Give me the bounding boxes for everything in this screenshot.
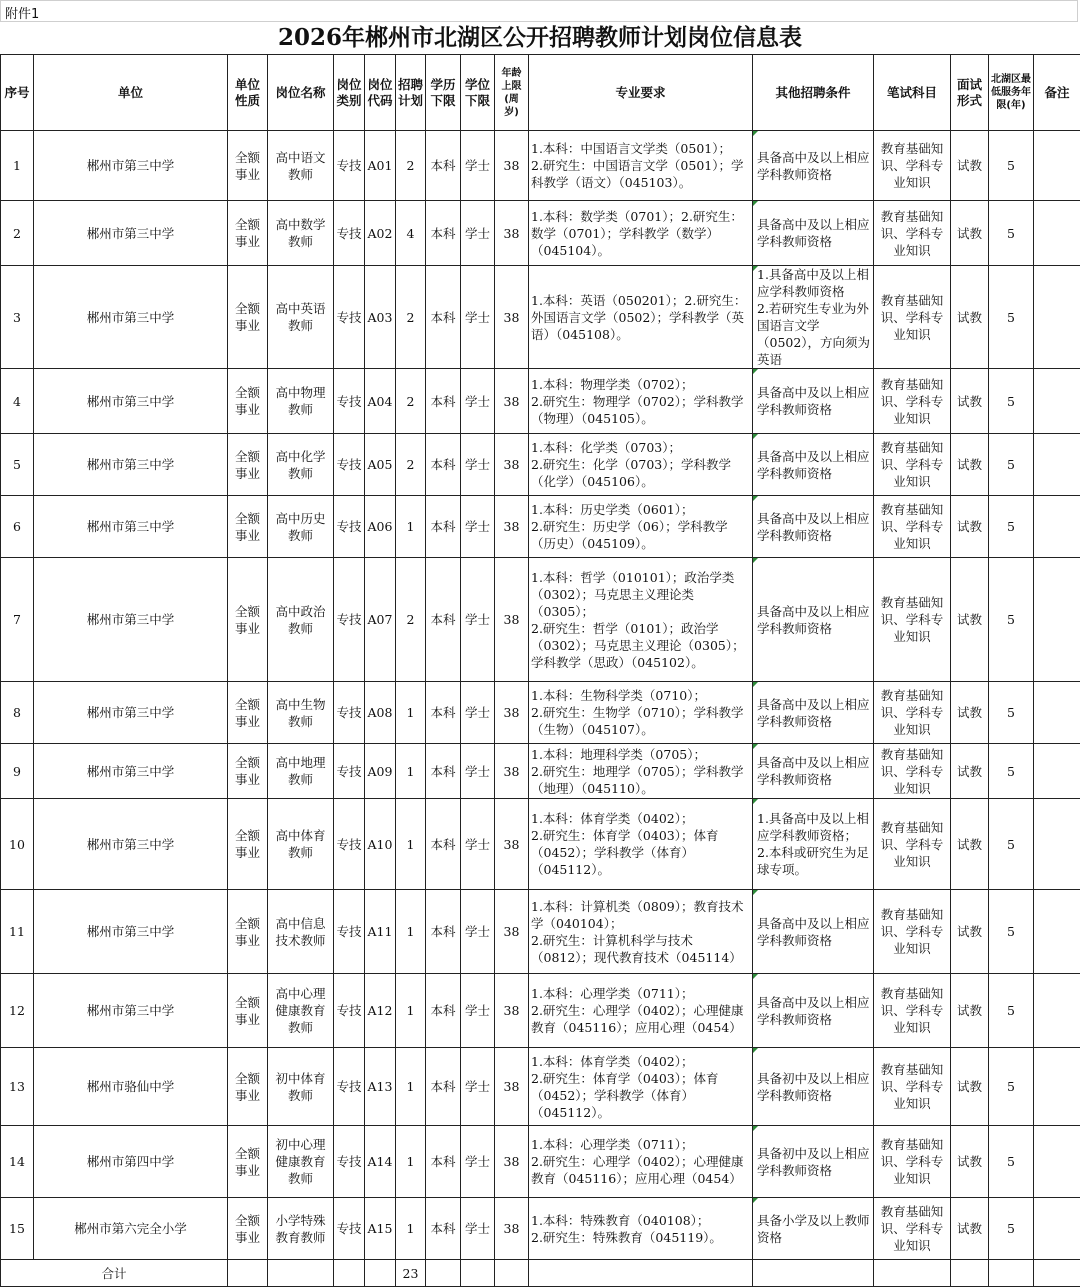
cell-age: 38 bbox=[495, 266, 529, 369]
cell-edu: 本科 bbox=[426, 682, 461, 744]
cell-seq: 4 bbox=[1, 369, 34, 434]
cell-exam: 教育基础知识、学科专业知识 bbox=[874, 799, 951, 890]
cell-edu: 本科 bbox=[426, 496, 461, 558]
total-empty bbox=[874, 1260, 951, 1287]
col-age: 年龄上限(周岁) bbox=[495, 55, 529, 131]
cell-interview: 试教 bbox=[951, 201, 989, 266]
cell-unit: 郴州市第三中学 bbox=[34, 558, 228, 682]
cell-degree: 学士 bbox=[461, 131, 495, 201]
col-service: 北湖区最低服务年限(年) bbox=[989, 55, 1034, 131]
cell-plan: 1 bbox=[396, 1198, 426, 1260]
cell-unit: 郴州市第三中学 bbox=[34, 266, 228, 369]
cell-plan: 1 bbox=[396, 890, 426, 974]
cell-edu: 本科 bbox=[426, 369, 461, 434]
col-post-code: 岗位代码 bbox=[365, 55, 396, 131]
cell-unit-type: 全额事业 bbox=[228, 369, 268, 434]
cell-edu: 本科 bbox=[426, 1126, 461, 1198]
cell-seq: 15 bbox=[1, 1198, 34, 1260]
cell-unit: 郴州市第三中学 bbox=[34, 131, 228, 201]
cell-post-code: A01 bbox=[365, 131, 396, 201]
cell-degree: 学士 bbox=[461, 369, 495, 434]
total-empty bbox=[951, 1260, 989, 1287]
cell-seq: 6 bbox=[1, 496, 34, 558]
cell-age: 38 bbox=[495, 496, 529, 558]
cell-unit: 郴州市第三中学 bbox=[34, 974, 228, 1048]
cell-major: 1.本科：体育学类（0402）； 2.研究生：体育学（0403）；体育（0452）；学科教学（体育）（045112）。 bbox=[529, 799, 753, 890]
total-empty bbox=[989, 1260, 1034, 1287]
cell-major: 1.本科：数学类（0701）；2.研究生：数学（0701）；学科教学（数学）（045104）。 bbox=[529, 201, 753, 266]
cell-edu: 本科 bbox=[426, 201, 461, 266]
cell-unit-type: 全额事业 bbox=[228, 1126, 268, 1198]
cell-interview: 试教 bbox=[951, 744, 989, 799]
cell-major: 1.本科：生物科学类（0710）； 2.研究生：生物学（0710）；学科教学（生物）（045107）。 bbox=[529, 682, 753, 744]
cell-service: 5 bbox=[989, 799, 1034, 890]
cell-age: 38 bbox=[495, 131, 529, 201]
cell-unit: 郴州市第三中学 bbox=[34, 744, 228, 799]
cell-exam: 教育基础知识、学科专业知识 bbox=[874, 890, 951, 974]
table-row bbox=[1, 201, 1080, 266]
cell-post-name: 高中历史教师 bbox=[268, 496, 334, 558]
cell-post-code: A09 bbox=[365, 744, 396, 799]
cell-seq: 1 bbox=[1, 131, 34, 201]
cell-exam: 教育基础知识、学科专业知识 bbox=[874, 201, 951, 266]
total-empty bbox=[495, 1260, 529, 1287]
cell-unit-type: 全额事业 bbox=[228, 974, 268, 1048]
cell-other: 1.具备高中及以上相应学科教师资格； 2.本科或研究生为足球专项。 bbox=[753, 799, 874, 890]
cell-remark bbox=[1034, 744, 1080, 799]
cell-seq: 7 bbox=[1, 558, 34, 682]
cell-service: 5 bbox=[989, 744, 1034, 799]
cell-plan: 1 bbox=[396, 1048, 426, 1126]
cell-post-category: 专技 bbox=[334, 434, 365, 496]
cell-remark bbox=[1034, 558, 1080, 682]
cell-post-category: 专技 bbox=[334, 131, 365, 201]
cell-service: 5 bbox=[989, 266, 1034, 369]
col-remark: 备注 bbox=[1034, 55, 1080, 131]
cell-post-code: A15 bbox=[365, 1198, 396, 1260]
cell-post-category: 专技 bbox=[334, 974, 365, 1048]
cell-other: 1.具备高中及以上相应学科教师资格 2.若研究生专业为外国语言文学（0502），方向须为英语 bbox=[753, 266, 874, 369]
cell-remark bbox=[1034, 369, 1080, 434]
cell-post-name: 高中化学教师 bbox=[268, 434, 334, 496]
cell-degree: 学士 bbox=[461, 496, 495, 558]
cell-degree: 学士 bbox=[461, 558, 495, 682]
cell-post-name: 高中体育教师 bbox=[268, 799, 334, 890]
cell-exam: 教育基础知识、学科专业知识 bbox=[874, 974, 951, 1048]
cell-unit: 郴州市第三中学 bbox=[34, 496, 228, 558]
cell-remark bbox=[1034, 1048, 1080, 1126]
cell-plan: 1 bbox=[396, 1126, 426, 1198]
cell-exam: 教育基础知识、学科专业知识 bbox=[874, 1048, 951, 1126]
cell-major: 1.本科：计算机类（0809）；教育技术学（040104）； 2.研究生：计算机科学与技术（0812）；现代教育技术（045114） bbox=[529, 890, 753, 974]
cell-post-category: 专技 bbox=[334, 682, 365, 744]
cell-age: 38 bbox=[495, 890, 529, 974]
cell-other: 具备小学及以上教师资格 bbox=[753, 1198, 874, 1260]
cell-age: 38 bbox=[495, 201, 529, 266]
cell-post-category: 专技 bbox=[334, 799, 365, 890]
cell-interview: 试教 bbox=[951, 131, 989, 201]
cell-service: 5 bbox=[989, 974, 1034, 1048]
cell-post-category: 专技 bbox=[334, 890, 365, 974]
cell-age: 38 bbox=[495, 369, 529, 434]
cell-major: 1.本科：物理学类（0702）； 2.研究生：物理学（0702）；学科教学（物理）（045105）。 bbox=[529, 369, 753, 434]
table-row bbox=[1, 974, 1080, 1048]
cell-post-category: 专技 bbox=[334, 558, 365, 682]
cell-degree: 学士 bbox=[461, 1198, 495, 1260]
cell-remark bbox=[1034, 266, 1080, 369]
cell-exam: 教育基础知识、学科专业知识 bbox=[874, 558, 951, 682]
cell-degree: 学士 bbox=[461, 201, 495, 266]
table-row bbox=[1, 1126, 1080, 1198]
col-major: 专业要求 bbox=[529, 55, 753, 131]
cell-major: 1.本科：英语（050201）；2.研究生：外国语言文学（0502）；学科教学（英语）（045108）。 bbox=[529, 266, 753, 369]
cell-other: 具备高中及以上相应学科教师资格 bbox=[753, 369, 874, 434]
cell-exam: 教育基础知识、学科专业知识 bbox=[874, 496, 951, 558]
cell-other: 具备高中及以上相应学科教师资格 bbox=[753, 890, 874, 974]
table-row bbox=[1, 744, 1080, 799]
cell-plan: 2 bbox=[396, 131, 426, 201]
cell-service: 5 bbox=[989, 1048, 1034, 1126]
cell-plan: 1 bbox=[396, 496, 426, 558]
cell-post-name: 高中数学教师 bbox=[268, 201, 334, 266]
cell-seq: 12 bbox=[1, 974, 34, 1048]
cell-plan: 2 bbox=[396, 434, 426, 496]
cell-interview: 试教 bbox=[951, 1126, 989, 1198]
cell-interview: 试教 bbox=[951, 799, 989, 890]
cell-plan: 1 bbox=[396, 974, 426, 1048]
cell-remark bbox=[1034, 890, 1080, 974]
table-row bbox=[1, 434, 1080, 496]
cell-plan: 4 bbox=[396, 201, 426, 266]
cell-plan: 2 bbox=[396, 266, 426, 369]
cell-interview: 试教 bbox=[951, 496, 989, 558]
total-empty bbox=[228, 1260, 268, 1287]
cell-major: 1.本科：历史学类（0601）； 2.研究生：历史学（06）；学科教学（历史）（045109）。 bbox=[529, 496, 753, 558]
cell-unit-type: 全额事业 bbox=[228, 799, 268, 890]
cell-post-name: 高中生物教师 bbox=[268, 682, 334, 744]
col-unit: 单位 bbox=[34, 55, 228, 131]
cell-age: 38 bbox=[495, 682, 529, 744]
cell-major: 1.本科：中国语言文学类（0501）； 2.研究生：中国语言文学（0501）；学科教学（语文）（045103）。 bbox=[529, 131, 753, 201]
cell-remark bbox=[1034, 1126, 1080, 1198]
cell-remark bbox=[1034, 434, 1080, 496]
total-empty bbox=[1034, 1260, 1080, 1287]
total-empty bbox=[529, 1260, 753, 1287]
col-seq: 序号 bbox=[1, 55, 34, 131]
cell-degree: 学士 bbox=[461, 682, 495, 744]
cell-remark bbox=[1034, 496, 1080, 558]
cell-post-code: A12 bbox=[365, 974, 396, 1048]
cell-post-code: A02 bbox=[365, 201, 396, 266]
cell-major: 1.本科：心理学类（0711）； 2.研究生：心理学（0402）；心理健康教育（045116）；应用心理（0454） bbox=[529, 1126, 753, 1198]
cell-unit-type: 全额事业 bbox=[228, 558, 268, 682]
cell-post-code: A10 bbox=[365, 799, 396, 890]
cell-post-code: A13 bbox=[365, 1048, 396, 1126]
total-empty bbox=[334, 1260, 365, 1287]
cell-remark bbox=[1034, 974, 1080, 1048]
cell-degree: 学士 bbox=[461, 1048, 495, 1126]
cell-remark bbox=[1034, 799, 1080, 890]
col-interview: 面试形式 bbox=[951, 55, 989, 131]
cell-unit-type: 全额事业 bbox=[228, 434, 268, 496]
cell-post-category: 专技 bbox=[334, 266, 365, 369]
cell-service: 5 bbox=[989, 131, 1034, 201]
cell-age: 38 bbox=[495, 974, 529, 1048]
cell-post-code: A11 bbox=[365, 890, 396, 974]
cell-plan: 2 bbox=[396, 558, 426, 682]
cell-other: 具备高中及以上相应学科教师资格 bbox=[753, 496, 874, 558]
cell-unit-type: 全额事业 bbox=[228, 496, 268, 558]
header-row bbox=[1, 55, 1080, 131]
cell-interview: 试教 bbox=[951, 1198, 989, 1260]
cell-service: 5 bbox=[989, 1126, 1034, 1198]
cell-other: 具备高中及以上相应学科教师资格 bbox=[753, 131, 874, 201]
col-degree: 学位下限 bbox=[461, 55, 495, 131]
cell-age: 38 bbox=[495, 1198, 529, 1260]
cell-plan: 1 bbox=[396, 799, 426, 890]
cell-other: 具备初中及以上相应学科教师资格 bbox=[753, 1048, 874, 1126]
cell-other: 具备高中及以上相应学科教师资格 bbox=[753, 201, 874, 266]
cell-seq: 10 bbox=[1, 799, 34, 890]
attachment-label: 附件1 bbox=[0, 0, 1078, 22]
cell-service: 5 bbox=[989, 1198, 1034, 1260]
cell-service: 5 bbox=[989, 682, 1034, 744]
cell-seq: 2 bbox=[1, 201, 34, 266]
total-empty bbox=[426, 1260, 461, 1287]
cell-post-name: 高中政治教师 bbox=[268, 558, 334, 682]
cell-other: 具备高中及以上相应学科教师资格 bbox=[753, 744, 874, 799]
cell-unit: 郴州市第三中学 bbox=[34, 890, 228, 974]
cell-unit: 郴州市第三中学 bbox=[34, 201, 228, 266]
cell-age: 38 bbox=[495, 799, 529, 890]
table-row bbox=[1, 682, 1080, 744]
cell-age: 38 bbox=[495, 1126, 529, 1198]
table-row bbox=[1, 131, 1080, 201]
cell-major: 1.本科：地理科学类（0705）； 2.研究生：地理学（0705）；学科教学（地理）（045110）。 bbox=[529, 744, 753, 799]
cell-seq: 5 bbox=[1, 434, 34, 496]
cell-service: 5 bbox=[989, 201, 1034, 266]
cell-post-code: A06 bbox=[365, 496, 396, 558]
cell-post-category: 专技 bbox=[334, 1048, 365, 1126]
cell-service: 5 bbox=[989, 558, 1034, 682]
table-row bbox=[1, 496, 1080, 558]
cell-remark bbox=[1034, 201, 1080, 266]
cell-post-category: 专技 bbox=[334, 369, 365, 434]
cell-post-name: 高中语文教师 bbox=[268, 131, 334, 201]
table-row bbox=[1, 1048, 1080, 1126]
cell-degree: 学士 bbox=[461, 266, 495, 369]
col-exam: 笔试科目 bbox=[874, 55, 951, 131]
cell-unit-type: 全额事业 bbox=[228, 1198, 268, 1260]
cell-degree: 学士 bbox=[461, 799, 495, 890]
cell-exam: 教育基础知识、学科专业知识 bbox=[874, 434, 951, 496]
cell-other: 具备高中及以上相应学科教师资格 bbox=[753, 682, 874, 744]
cell-post-name: 小学特殊教育教师 bbox=[268, 1198, 334, 1260]
cell-post-name: 高中心理健康教育教师 bbox=[268, 974, 334, 1048]
cell-major: 1.本科：化学类（0703）； 2.研究生：化学（0703）；学科教学（化学）（045106）。 bbox=[529, 434, 753, 496]
cell-unit: 郴州市第三中学 bbox=[34, 682, 228, 744]
cell-unit: 郴州市第三中学 bbox=[34, 369, 228, 434]
cell-edu: 本科 bbox=[426, 558, 461, 682]
cell-unit-type: 全额事业 bbox=[228, 890, 268, 974]
col-plan: 招聘计划 bbox=[396, 55, 426, 131]
page-title: 2026年郴州市北湖区公开招聘教师计划岗位信息表 bbox=[0, 22, 1080, 54]
cell-unit-type: 全额事业 bbox=[228, 266, 268, 369]
cell-plan: 1 bbox=[396, 682, 426, 744]
cell-post-code: A07 bbox=[365, 558, 396, 682]
cell-exam: 教育基础知识、学科专业知识 bbox=[874, 682, 951, 744]
table-row bbox=[1, 890, 1080, 974]
cell-service: 5 bbox=[989, 496, 1034, 558]
cell-degree: 学士 bbox=[461, 434, 495, 496]
cell-post-category: 专技 bbox=[334, 1126, 365, 1198]
cell-edu: 本科 bbox=[426, 131, 461, 201]
cell-edu: 本科 bbox=[426, 974, 461, 1048]
total-row bbox=[1, 1260, 1080, 1287]
cell-exam: 教育基础知识、学科专业知识 bbox=[874, 744, 951, 799]
cell-exam: 教育基础知识、学科专业知识 bbox=[874, 1198, 951, 1260]
cell-other: 具备高中及以上相应学科教师资格 bbox=[753, 974, 874, 1048]
cell-post-category: 专技 bbox=[334, 201, 365, 266]
table-row bbox=[1, 1198, 1080, 1260]
total-empty bbox=[461, 1260, 495, 1287]
cell-post-name: 初中体育教师 bbox=[268, 1048, 334, 1126]
cell-other: 具备初中及以上相应学科教师资格 bbox=[753, 1126, 874, 1198]
cell-interview: 试教 bbox=[951, 266, 989, 369]
cell-post-category: 专技 bbox=[334, 1198, 365, 1260]
cell-post-code: A14 bbox=[365, 1126, 396, 1198]
cell-interview: 试教 bbox=[951, 682, 989, 744]
cell-edu: 本科 bbox=[426, 744, 461, 799]
table-row bbox=[1, 799, 1080, 890]
cell-unit: 郴州市第六完全小学 bbox=[34, 1198, 228, 1260]
cell-service: 5 bbox=[989, 369, 1034, 434]
cell-unit: 郴州市骆仙中学 bbox=[34, 1048, 228, 1126]
cell-plan: 2 bbox=[396, 369, 426, 434]
col-unit-type: 单位性质 bbox=[228, 55, 268, 131]
col-other: 其他招聘条件 bbox=[753, 55, 874, 131]
cell-exam: 教育基础知识、学科专业知识 bbox=[874, 1126, 951, 1198]
cell-plan: 1 bbox=[396, 744, 426, 799]
cell-post-name: 初中心理健康教育教师 bbox=[268, 1126, 334, 1198]
total-plan: 23 bbox=[396, 1260, 426, 1287]
cell-edu: 本科 bbox=[426, 434, 461, 496]
cell-unit: 郴州市第三中学 bbox=[34, 799, 228, 890]
cell-service: 5 bbox=[989, 434, 1034, 496]
col-post-category: 岗位类别 bbox=[334, 55, 365, 131]
cell-edu: 本科 bbox=[426, 1048, 461, 1126]
table-row bbox=[1, 369, 1080, 434]
table-row bbox=[1, 558, 1080, 682]
cell-seq: 14 bbox=[1, 1126, 34, 1198]
col-post-name: 岗位名称 bbox=[268, 55, 334, 131]
cell-remark bbox=[1034, 131, 1080, 201]
cell-edu: 本科 bbox=[426, 799, 461, 890]
cell-service: 5 bbox=[989, 890, 1034, 974]
total-empty bbox=[268, 1260, 334, 1287]
recruitment-table bbox=[0, 54, 1080, 1287]
cell-unit: 郴州市第四中学 bbox=[34, 1126, 228, 1198]
cell-other: 具备高中及以上相应学科教师资格 bbox=[753, 558, 874, 682]
cell-exam: 教育基础知识、学科专业知识 bbox=[874, 266, 951, 369]
cell-age: 38 bbox=[495, 744, 529, 799]
cell-post-code: A04 bbox=[365, 369, 396, 434]
cell-age: 38 bbox=[495, 434, 529, 496]
cell-unit: 郴州市第三中学 bbox=[34, 434, 228, 496]
cell-degree: 学士 bbox=[461, 1126, 495, 1198]
cell-seq: 11 bbox=[1, 890, 34, 974]
cell-degree: 学士 bbox=[461, 974, 495, 1048]
cell-seq: 8 bbox=[1, 682, 34, 744]
cell-major: 1.本科：心理学类（0711）； 2.研究生：心理学（0402）；心理健康教育（045116）；应用心理（0454） bbox=[529, 974, 753, 1048]
cell-post-name: 高中英语教师 bbox=[268, 266, 334, 369]
cell-unit-type: 全额事业 bbox=[228, 744, 268, 799]
cell-seq: 3 bbox=[1, 266, 34, 369]
cell-post-code: A08 bbox=[365, 682, 396, 744]
cell-edu: 本科 bbox=[426, 266, 461, 369]
total-empty bbox=[753, 1260, 874, 1287]
cell-interview: 试教 bbox=[951, 369, 989, 434]
cell-unit-type: 全额事业 bbox=[228, 1048, 268, 1126]
cell-degree: 学士 bbox=[461, 744, 495, 799]
total-label: 合计 bbox=[1, 1260, 228, 1287]
cell-interview: 试教 bbox=[951, 558, 989, 682]
cell-post-code: A03 bbox=[365, 266, 396, 369]
cell-remark bbox=[1034, 682, 1080, 744]
cell-interview: 试教 bbox=[951, 890, 989, 974]
cell-major: 1.本科：特殊教育（040108）； 2.研究生：特殊教育（045119）。 bbox=[529, 1198, 753, 1260]
cell-seq: 13 bbox=[1, 1048, 34, 1126]
cell-major: 1.本科：体育学类（0402）； 2.研究生：体育学（0403）；体育（0452）；学科教学（体育）（045112）。 bbox=[529, 1048, 753, 1126]
cell-edu: 本科 bbox=[426, 890, 461, 974]
cell-unit-type: 全额事业 bbox=[228, 682, 268, 744]
cell-interview: 试教 bbox=[951, 434, 989, 496]
cell-unit-type: 全额事业 bbox=[228, 131, 268, 201]
cell-post-name: 高中地理教师 bbox=[268, 744, 334, 799]
cell-interview: 试教 bbox=[951, 974, 989, 1048]
cell-degree: 学士 bbox=[461, 890, 495, 974]
cell-post-category: 专技 bbox=[334, 744, 365, 799]
cell-interview: 试教 bbox=[951, 1048, 989, 1126]
cell-age: 38 bbox=[495, 1048, 529, 1126]
cell-age: 38 bbox=[495, 558, 529, 682]
cell-exam: 教育基础知识、学科专业知识 bbox=[874, 369, 951, 434]
cell-exam: 教育基础知识、学科专业知识 bbox=[874, 131, 951, 201]
cell-post-code: A05 bbox=[365, 434, 396, 496]
col-edu: 学历下限 bbox=[426, 55, 461, 131]
cell-unit-type: 全额事业 bbox=[228, 201, 268, 266]
cell-edu: 本科 bbox=[426, 1198, 461, 1260]
table-row bbox=[1, 266, 1080, 369]
cell-post-name: 高中信息技术教师 bbox=[268, 890, 334, 974]
cell-other: 具备高中及以上相应学科教师资格 bbox=[753, 434, 874, 496]
cell-post-category: 专技 bbox=[334, 496, 365, 558]
cell-remark bbox=[1034, 1198, 1080, 1260]
cell-post-name: 高中物理教师 bbox=[268, 369, 334, 434]
total-empty bbox=[365, 1260, 396, 1287]
cell-major: 1.本科：哲学（010101）；政治学类（0302）；马克思主义理论类（0305）； 2.研究生：哲学（0101）；政治学（0302）；马克思主义理论（0305）；学科教学（思政）（045102）。 bbox=[529, 558, 753, 682]
cell-seq: 9 bbox=[1, 744, 34, 799]
